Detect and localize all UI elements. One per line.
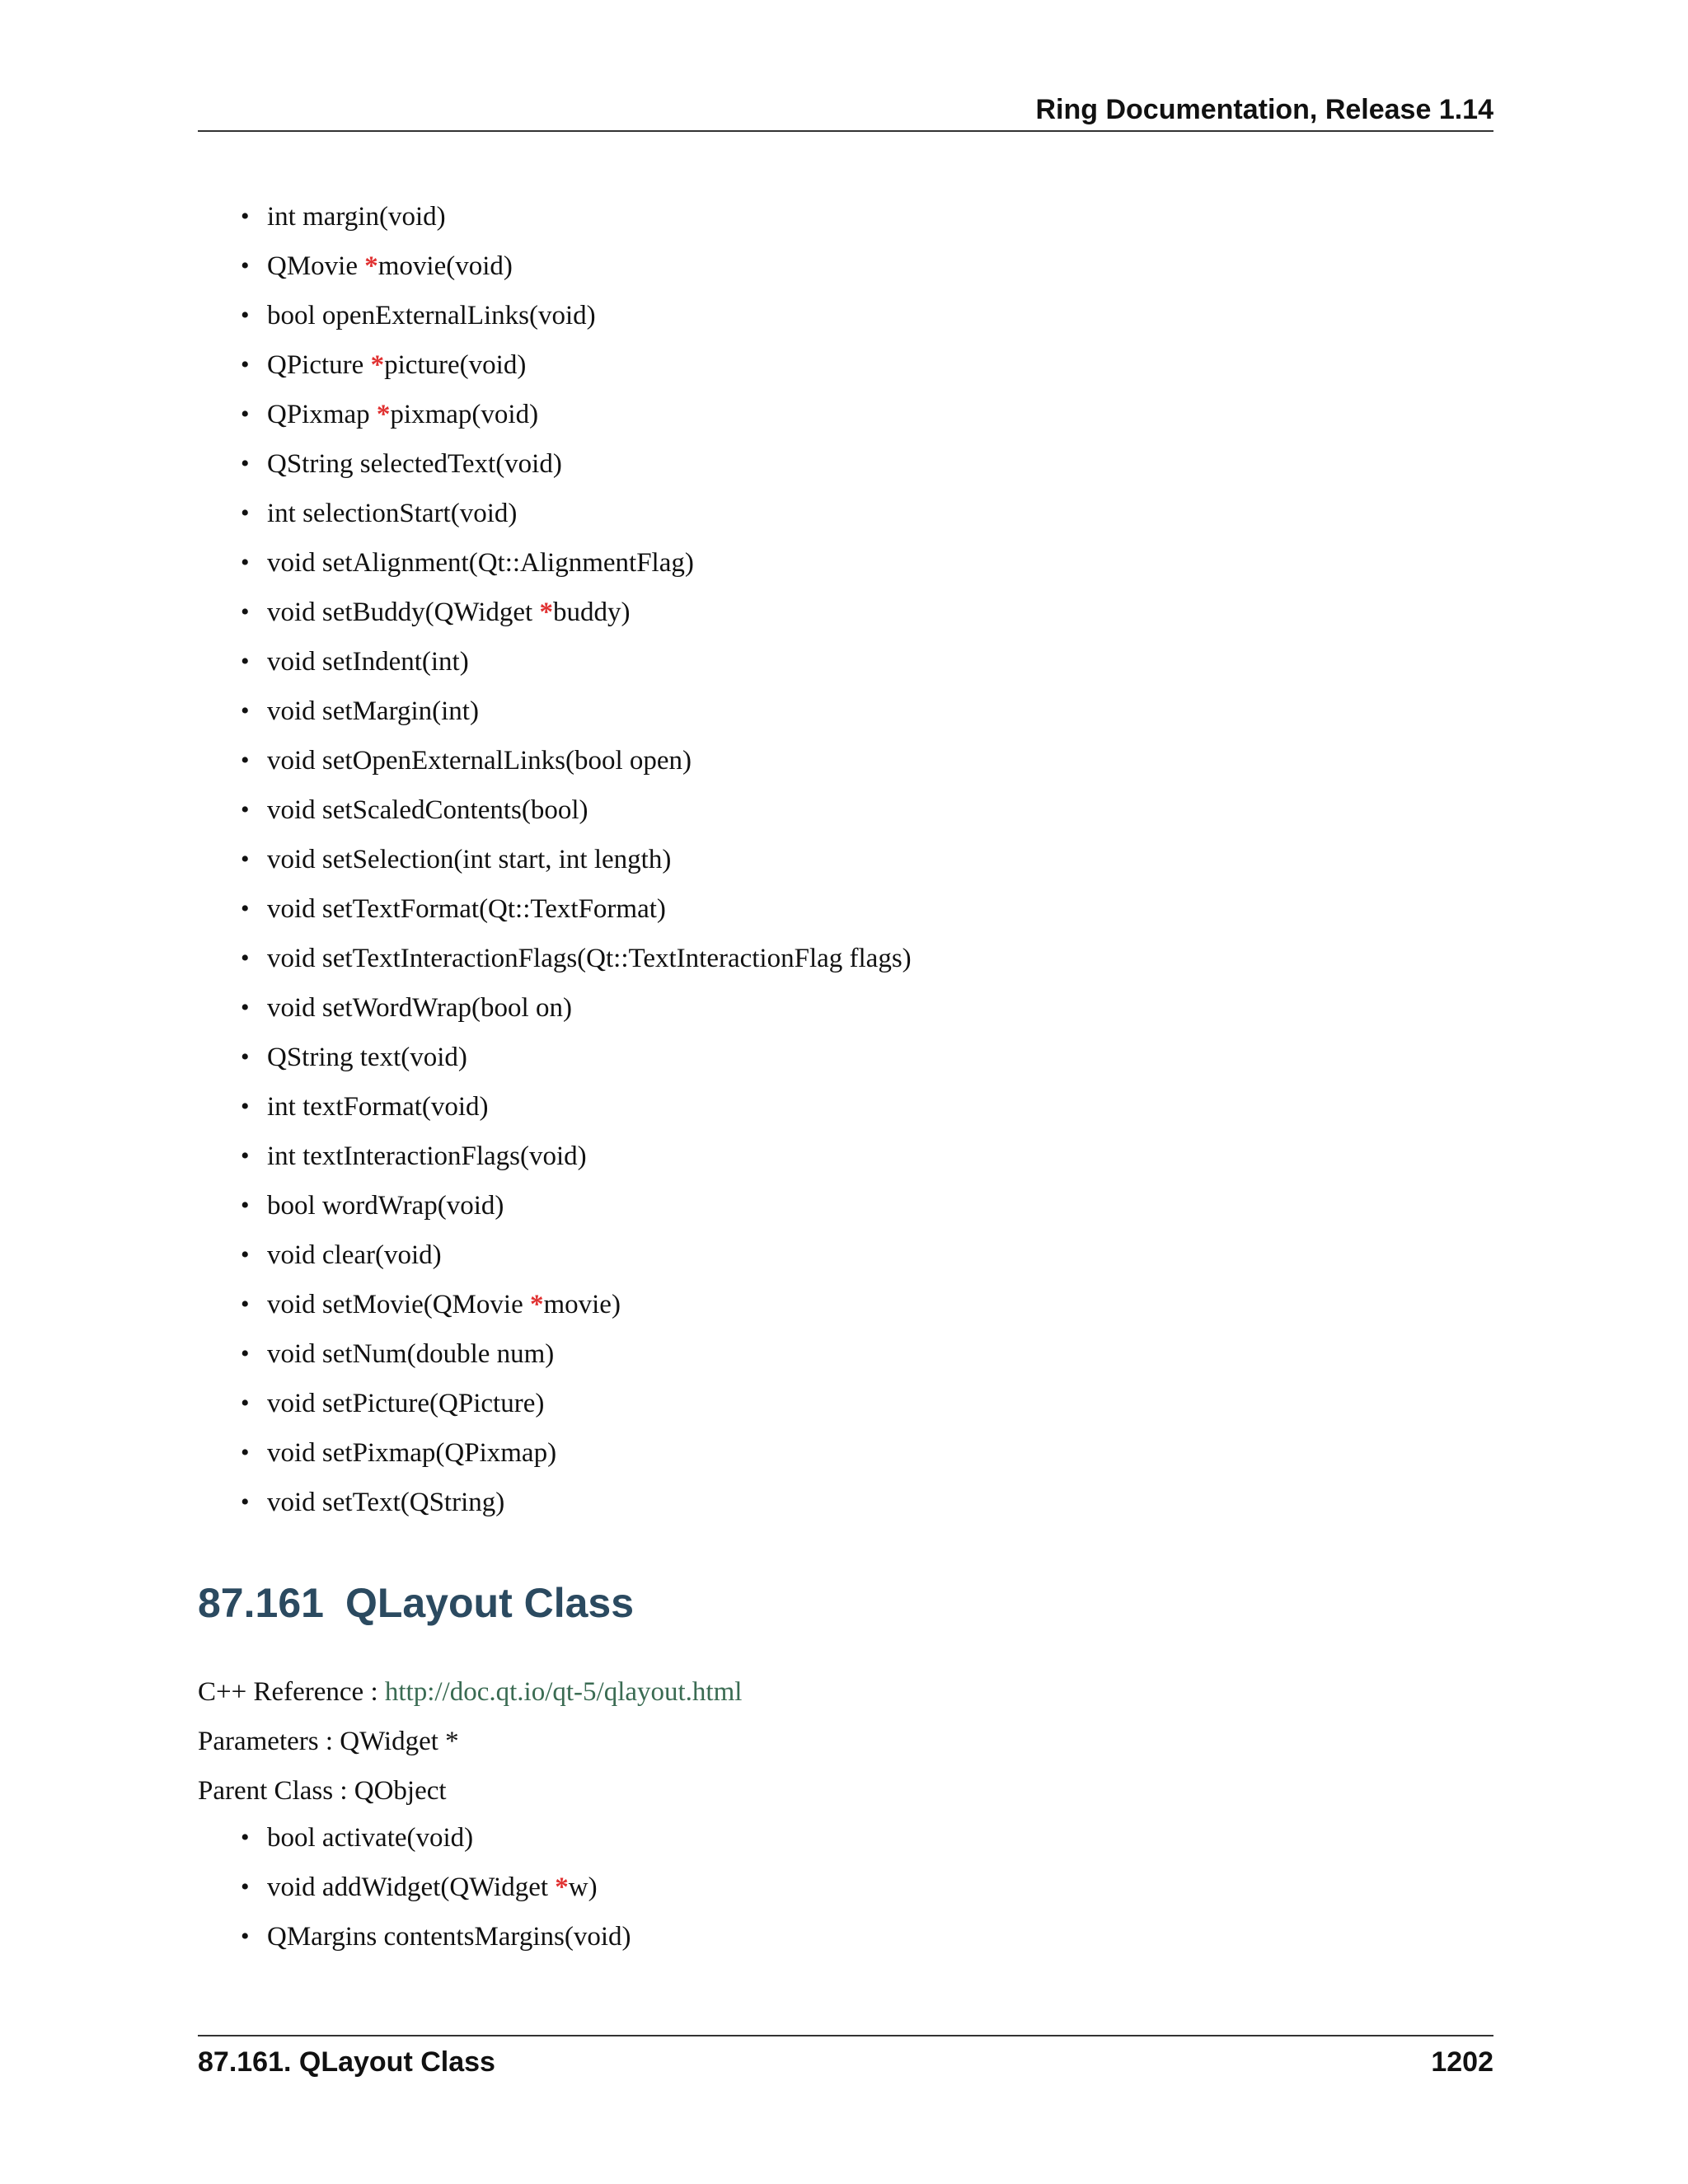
bullet-icon: • <box>241 252 250 279</box>
bullet-icon: • <box>241 1043 250 1071</box>
method-signature <box>267 1336 554 1372</box>
signature-start: void setPixmap(QPixmap) <box>267 1438 557 1468</box>
signature-start: void setPicture(QPicture) <box>267 1389 545 1418</box>
signature-end: buddy) <box>552 598 631 627</box>
signature-start: bool wordWrap(void) <box>267 1191 504 1221</box>
pointer-asterisk: * <box>376 400 391 429</box>
method-signature <box>267 792 588 828</box>
signature-start: bool activate(void) <box>267 1823 474 1853</box>
method-signature <box>267 1435 556 1471</box>
signature-start: void setBuddy(QWidget <box>267 598 540 627</box>
method-signature <box>267 446 562 482</box>
bullet-icon: • <box>241 1192 250 1219</box>
method-signature <box>267 1237 442 1273</box>
bullet-icon: • <box>241 796 250 823</box>
signature-start: void setSelection(int start, int length) <box>267 845 672 874</box>
method-signature <box>267 940 912 977</box>
bullet-icon: • <box>241 499 250 527</box>
document-title: Ring Documentation, Release 1.14 <box>1035 94 1493 125</box>
signature-start: int textFormat(void) <box>267 1092 489 1122</box>
cpp-reference-line <box>198 1674 742 1710</box>
signature-start: void setAlignment(Qt::AlignmentFlag) <box>267 548 694 578</box>
signature-start: QString selectedText(void) <box>267 449 562 479</box>
method-signature <box>267 1869 598 1905</box>
method-signature <box>267 1919 631 1955</box>
method-signature <box>267 248 513 284</box>
page-header <box>198 89 1493 132</box>
page-number: 1202 <box>1431 2046 1493 2078</box>
method-signature <box>267 1138 587 1174</box>
method-signature <box>267 396 538 433</box>
signature-start: QMovie <box>267 251 365 281</box>
method-signature <box>267 644 469 680</box>
method-signature <box>267 545 694 581</box>
method-signature <box>267 1089 489 1125</box>
bullet-icon: • <box>241 1873 250 1900</box>
bullet-icon: • <box>241 1390 250 1417</box>
bullet-icon: • <box>241 549 250 576</box>
bullet-icon: • <box>241 1291 250 1318</box>
bullet-icon: • <box>241 1340 250 1367</box>
cpp-reference-label: C++ Reference : <box>198 1677 385 1707</box>
signature-end: movie) <box>543 1290 621 1319</box>
method-signature <box>267 347 526 383</box>
method-signature <box>267 990 572 1026</box>
method-signature <box>267 743 692 779</box>
signature-start: int selectionStart(void) <box>267 499 518 528</box>
bullet-icon: • <box>241 697 250 724</box>
bullet-icon: • <box>241 747 250 774</box>
signature-start: void setNum(double num) <box>267 1339 555 1369</box>
signature-start: void setMargin(int) <box>267 696 479 726</box>
bullet-icon: • <box>241 648 250 675</box>
bullet-icon: • <box>241 1241 250 1268</box>
signature-start: QPicture <box>267 350 371 380</box>
method-signature <box>267 1385 544 1422</box>
bullet-icon: • <box>241 1488 250 1516</box>
bullet-icon: • <box>241 598 250 626</box>
signature-start: void clear(void) <box>267 1240 442 1270</box>
bullet-icon: • <box>241 1824 250 1851</box>
cpp-reference-link[interactable]: http://doc.qt.io/qt-5/qlayout.html <box>384 1677 743 1707</box>
signature-end: pixmap(void) <box>390 400 539 429</box>
pointer-asterisk: * <box>539 598 553 627</box>
pointer-asterisk: * <box>555 1872 569 1902</box>
bullet-icon: • <box>241 994 250 1021</box>
signature-start: void addWidget(QWidget <box>267 1872 556 1902</box>
signature-start: QPixmap <box>267 400 377 429</box>
pointer-asterisk: * <box>529 1290 544 1319</box>
signature-start: QMargins contentsMargins(void) <box>267 1922 631 1952</box>
method-signature <box>267 1820 473 1856</box>
signature-end: picture(void) <box>384 350 527 380</box>
bullet-icon: • <box>241 1142 250 1169</box>
method-signature <box>267 693 479 729</box>
parent-class-line: Parent Class : QObject <box>198 1776 447 1806</box>
bullet-icon: • <box>241 203 250 230</box>
bullet-icon: • <box>241 401 250 428</box>
signature-start: int margin(void) <box>267 202 446 232</box>
bullet-icon: • <box>241 450 250 477</box>
signature-end: movie(void) <box>377 251 513 281</box>
bullet-icon: • <box>241 944 250 972</box>
section-heading <box>198 1579 634 1627</box>
section-title: QLayout Class <box>345 1580 635 1626</box>
method-signature <box>267 841 671 878</box>
bullet-icon: • <box>241 846 250 873</box>
bullet-icon: • <box>241 895 250 922</box>
signature-start: void setScaledContents(bool) <box>267 795 588 825</box>
method-signature <box>267 199 446 235</box>
pointer-asterisk: * <box>364 251 378 281</box>
signature-start: void setMovie(QMovie <box>267 1290 530 1319</box>
footer-section: 87.161. QLayout Class <box>198 2046 495 2078</box>
pointer-asterisk: * <box>370 350 385 380</box>
signature-start: void setWordWrap(bool on) <box>267 993 572 1023</box>
bullet-icon: • <box>241 1439 250 1466</box>
bullet-icon: • <box>241 302 250 329</box>
method-signature <box>267 1039 467 1076</box>
signature-start: void setTextInteractionFlags(Qt::TextInteractionFlag flags) <box>267 944 912 973</box>
signature-start: QString text(void) <box>267 1043 467 1072</box>
method-signature <box>267 495 517 532</box>
signature-start: void setOpenExternalLinks(bool open) <box>267 746 692 776</box>
method-signature <box>267 891 666 927</box>
signature-start: void setTextFormat(Qt::TextFormat) <box>267 894 666 924</box>
signature-start: int textInteractionFlags(void) <box>267 1141 587 1171</box>
signature-start: bool openExternalLinks(void) <box>267 301 596 330</box>
method-signature <box>267 1188 504 1224</box>
page-footer <box>198 2035 1493 2086</box>
section-number: 87.161 <box>198 1580 324 1626</box>
signature-end: w) <box>568 1872 598 1902</box>
parameters-line: Parameters : QWidget * <box>198 1727 459 1756</box>
bullet-icon: • <box>241 1093 250 1120</box>
signature-start: void setIndent(int) <box>267 647 469 677</box>
bullet-icon: • <box>241 351 250 378</box>
method-signature <box>267 594 630 630</box>
method-signature <box>267 1286 621 1323</box>
signature-start: void setText(QString) <box>267 1488 505 1517</box>
method-signature <box>267 1484 504 1521</box>
bullet-icon: • <box>241 1923 250 1950</box>
method-signature <box>267 298 596 334</box>
